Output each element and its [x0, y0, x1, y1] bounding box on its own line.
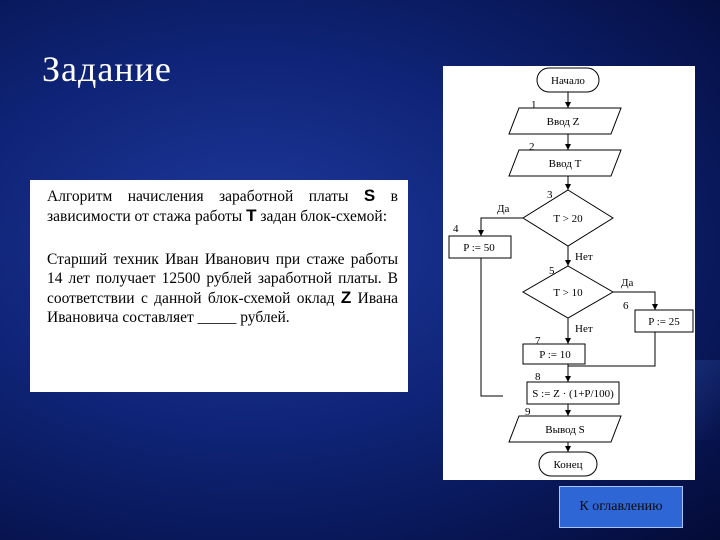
task-text: Старший техник Иван Иванович при стаже работы 14 лет получает 12500 рублей заработной платы. В соответствии с данной блок-схемой оклад [47, 251, 398, 307]
calc-label: S := Z · (1+P/100) [532, 388, 614, 400]
condition-1-label: T > 20 [553, 213, 583, 225]
slide-title: Задание [42, 49, 172, 89]
task-text: Алгоритм начисления заработной платы [47, 188, 364, 205]
variable-t: T [246, 206, 257, 225]
task-paragraph-2 [47, 250, 398, 327]
no-label: Нет [575, 323, 593, 335]
end-label: Конец [553, 459, 583, 471]
no-label: Нет [575, 251, 593, 263]
yes-label: Да [497, 203, 510, 215]
step-number: 8 [535, 371, 541, 383]
task-text-box [30, 180, 408, 392]
input-t-label: Ввод T [548, 158, 582, 170]
p50-label: P := 50 [463, 242, 495, 254]
step-number: 4 [453, 223, 459, 235]
input-z-label: Ввод Z [546, 116, 580, 128]
p10-label: P := 10 [539, 349, 571, 361]
step-number: 2 [529, 141, 535, 153]
table-of-contents-button[interactable]: К оглавлению [559, 486, 683, 528]
flowchart-panel [443, 66, 695, 480]
step-number: 6 [623, 300, 629, 312]
yes-label: Да [621, 277, 634, 289]
variable-s: S [363, 186, 376, 205]
step-number: 7 [535, 335, 541, 347]
task-paragraph-1 [47, 186, 398, 226]
output-s-label: Вывод S [545, 424, 585, 436]
step-number: 3 [547, 189, 553, 201]
step-number: 1 [531, 99, 537, 111]
p25-label: P := 25 [648, 316, 680, 328]
flowchart-diagram [443, 66, 695, 480]
start-label: Начало [551, 75, 585, 87]
task-text: в зависимости от стажа работы [47, 188, 398, 225]
condition-2-label: T > 10 [553, 287, 583, 299]
task-text: задан блок-схемой: [256, 208, 388, 225]
step-number: 9 [525, 406, 531, 418]
task-text: Ивана Ивановича составляет _____ рублей. [47, 290, 399, 326]
variable-z: Z [340, 288, 352, 307]
step-number: 5 [549, 265, 555, 277]
